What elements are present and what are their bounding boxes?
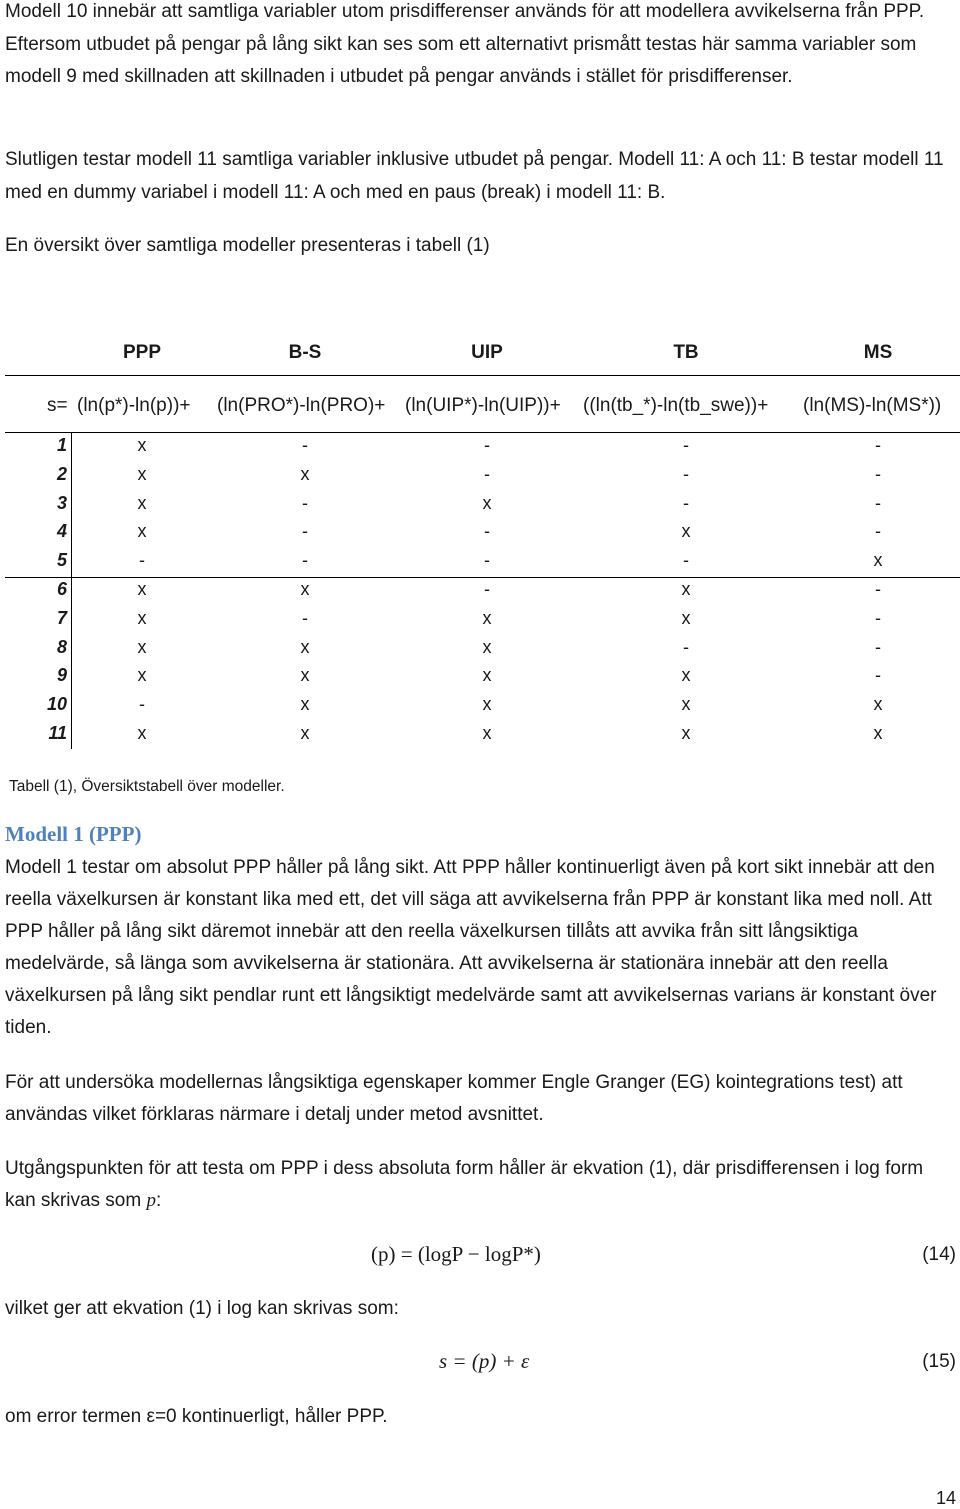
row-number: 10 [46, 694, 67, 715]
row-number: 7 [56, 607, 67, 628]
table-cell: - [302, 607, 308, 628]
row-number: 4 [56, 521, 67, 542]
table-caption: Tabell (1), Översiktstabell över modeller. [9, 778, 285, 795]
table-top-rule [5, 375, 960, 376]
row-number: 9 [56, 665, 67, 686]
table-cell: x [137, 723, 147, 743]
column-header-tb: TB [673, 342, 699, 363]
row-number: 11 [48, 723, 67, 743]
table-cell: - [683, 492, 689, 513]
table-row [0, 464, 960, 493]
table-cell: x [300, 694, 310, 715]
paragraph-table-intro: En översikt över samtliga modeller presenteras i tabell (1) [5, 235, 490, 256]
table-cell: - [302, 550, 308, 571]
table-cell: x [681, 723, 691, 743]
table-cell: - [875, 463, 881, 484]
table-cell: x [681, 665, 691, 686]
column-header-uip: UIP [471, 342, 503, 363]
formula-uip: (ln(UIP*)-ln(UIP))+ [405, 395, 561, 416]
column-header-ms: MS [863, 342, 893, 363]
table-cell: x [681, 694, 691, 715]
table-header-rule [5, 432, 960, 433]
table-cell: x [300, 636, 310, 657]
s-label: s= [47, 395, 68, 416]
paragraph-modell-11: Slutligen testar modell 11 samtliga variabler inklusive utbudet på pengar. Modell 11: A och 11: B testar modell 11 med en dummy variabel i modell 11: A och med en paus (break) i modell 11: B. [5, 149, 944, 203]
formula-tb: ((ln(tb_*)-ln(tb_swe))+ [583, 395, 769, 416]
table-cell: - [875, 636, 881, 657]
table-row [0, 493, 960, 522]
table-cell: x [300, 463, 310, 484]
table-cell: - [302, 435, 308, 455]
table-cell: - [875, 607, 881, 628]
paragraph-modell-1: Modell 1 testar om absolut PPP håller på lång sikt. Att PPP håller kontinuerligt även på kort sikt innebär att den reella växelkursen är konstant lika med ett, det vill säga att avvikelserna från PPP är konstant lika med noll. Att PPP håller på lång sikt däremot innebär att den reella växelkursen tillåts att avvika från sitt långsiktiga medelvärde, så länga som avvikelserna är stationära. Att avvikelserna är stationära innebär att den reella växelkursen på lång sikt pendlar runt ett långsiktigt medelvärde samt att avvikelsernas varians är konstant över tiden. [5, 857, 937, 1038]
paragraph-modell-10: Modell 10 innebär att samtliga variabler utom prisdifferenser används för att modellera avvikelserna från PPP. Eftersom utbudet på pengar på lång sikt kan ses som ett alternativt prismått testas här samma variabler som modell 9 med skillnaden att skillnaden i utbudet på pengar används i stället för prisdifferenser. [5, 1, 925, 88]
paragraph-error-term: om error termen ε=0 kontinuerligt, håller PPP. [5, 1406, 388, 1427]
table-cell: - [683, 550, 689, 571]
table-cell: - [484, 463, 490, 484]
table-cell: x [482, 723, 492, 743]
table-cell: x [482, 492, 492, 513]
row-number: 2 [56, 463, 67, 484]
row-number: 1 [56, 435, 67, 455]
table-row [0, 521, 960, 550]
paragraph-engle-granger: För att undersöka modellernas långsiktiga egenskaper kommer Engle Granger (EG) kointegrations test) att användas vilket förklaras närmare i detalj under metod avsnittet. [5, 1072, 903, 1125]
table-cell: x [137, 607, 147, 628]
table-row [0, 579, 960, 608]
paragraph-log-form: vilket ger att ekvation (1) i log kan skrivas som: [5, 1298, 399, 1319]
formula-row [0, 390, 960, 426]
row-number: 5 [56, 550, 67, 571]
page-number: 14 [935, 1488, 956, 1508]
table-row [0, 665, 960, 694]
table-row [0, 550, 960, 579]
row-number: 3 [56, 492, 67, 513]
formula-bs: (ln(PRO*)-ln(PRO)+ [217, 395, 386, 416]
table-cell: - [875, 521, 881, 542]
table-cell: - [683, 435, 689, 455]
table-row [0, 435, 960, 464]
table-row [0, 637, 960, 666]
table-cell: - [875, 579, 881, 599]
table-cell: - [484, 550, 490, 571]
table-cell: - [302, 521, 308, 542]
utgangspunkt-text: Utgångspunkten för att testa om PPP i dess absoluta form håller är ekvation (1), där prisdifferensen i log form kan skrivas som [5, 1158, 924, 1211]
table-cell: - [139, 550, 145, 571]
table-cell: x [137, 665, 147, 686]
equation-15-number: (15) [922, 1351, 956, 1372]
formula-ms: (ln(MS)-ln(MS*)) [803, 395, 942, 416]
table-cell: - [875, 435, 881, 455]
row5-rule [5, 577, 960, 578]
table-cell: - [683, 636, 689, 657]
equation-15: s = (p) + ε [439, 1349, 530, 1373]
formula-ppp: (ln(p*)-ln(p))+ [77, 395, 191, 416]
table-cell: x [137, 636, 147, 657]
table-cell: x [681, 521, 691, 542]
table-cell: x [137, 521, 147, 542]
equation-14: (p) = (logP − logP*) [371, 1242, 541, 1266]
row-number: 6 [56, 579, 67, 599]
table-cell: - [875, 492, 881, 513]
variable-p: p [146, 1190, 156, 1211]
table-cell: - [139, 694, 145, 715]
table-cell: x [482, 694, 492, 715]
table-cell: x [300, 723, 310, 743]
table-cell: x [300, 665, 310, 686]
table-cell: x [137, 492, 147, 513]
table-row [0, 694, 960, 723]
table-cell: x [482, 636, 492, 657]
table-cell: x [137, 435, 147, 455]
table-cell: x [482, 607, 492, 628]
table-cell: x [300, 579, 310, 599]
table-cell: - [683, 463, 689, 484]
table-cell: x [137, 463, 147, 484]
column-header-bs: B-S [288, 342, 322, 363]
table-cell: - [875, 665, 881, 686]
table-cell: x [681, 607, 691, 628]
equation-14-number: (14) [922, 1244, 956, 1265]
table-cell: - [484, 521, 490, 542]
table-cell: x [681, 579, 691, 599]
utgangspunkt-colon: : [155, 1190, 162, 1211]
table-cell: x [137, 579, 147, 599]
table-row [0, 723, 960, 752]
table-cell: - [484, 579, 490, 599]
table-cell: x [873, 694, 883, 715]
column-header-ppp: PPP [122, 342, 162, 363]
table-row [0, 608, 960, 637]
paragraph-utgangspunkt [5, 1153, 954, 1217]
table-cell: x [482, 665, 492, 686]
row-number: 8 [56, 636, 67, 657]
section-heading: Modell 1 (PPP) [5, 822, 142, 846]
table-cell: - [484, 435, 490, 455]
table-cell: x [873, 723, 883, 743]
table-cell: - [302, 492, 308, 513]
table-cell: x [873, 550, 883, 571]
